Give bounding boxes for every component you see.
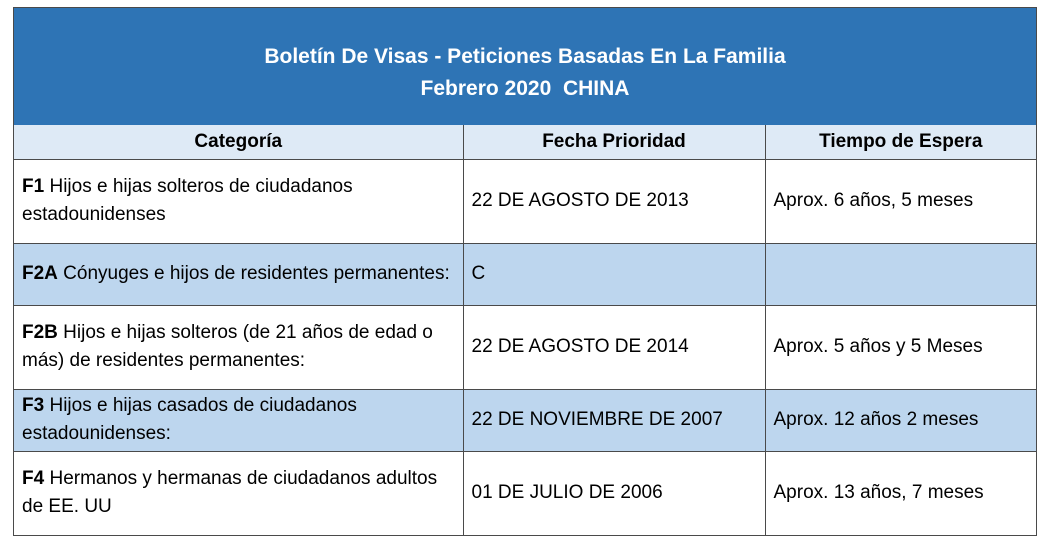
- table-row: [14, 305, 1036, 389]
- category-cell: [14, 389, 463, 451]
- category-grid: [14, 125, 1036, 535]
- category-cell: [14, 451, 463, 535]
- priority-date-cell: 22 DE NOVIEMBRE DE 2007: [463, 389, 765, 451]
- header-row: [14, 125, 1036, 159]
- visa-bulletin-table: [13, 7, 1037, 536]
- table-row: [14, 243, 1036, 305]
- category-code: F4: [22, 468, 45, 490]
- bulletin-subtitle: Febrero 2020 CHINA: [420, 77, 630, 100]
- category-code: F2A: [22, 263, 58, 284]
- column-header-wait-time: Tiempo de Espera: [765, 125, 1036, 159]
- column-header-category: Categoría: [14, 125, 463, 159]
- category-description: Cónyuges e hijos de residentes permanentes:: [57, 263, 450, 284]
- priority-date-cell: C: [463, 243, 765, 305]
- priority-date-cell: 01 DE JULIO DE 2006: [463, 451, 765, 535]
- wait-time-cell: Aprox. 6 años, 5 meses: [765, 159, 1036, 243]
- category-code: F2B: [22, 322, 58, 343]
- wait-time-cell: [765, 243, 1036, 305]
- category-description: Hermanos y hermanas de ciudadanos adultos de EE. UU: [22, 468, 438, 518]
- column-header-priority-date: Fecha Prioridad: [463, 125, 765, 159]
- priority-date-cell: 22 DE AGOSTO DE 2013: [463, 159, 765, 243]
- category-description: Hijos e hijas solteros (de 21 años de edad o más) de residentes permanentes:: [22, 322, 433, 371]
- category-code: F1: [22, 176, 45, 197]
- table-row: [14, 159, 1036, 243]
- table-row: [14, 451, 1036, 535]
- table-row: [14, 389, 1036, 451]
- category-description: Hijos e hijas solteros de ciudadanos estadounidenses: [22, 176, 353, 225]
- category-cell: [14, 305, 463, 389]
- bulletin-title: Boletín De Visas - Peticiones Basadas En La Familia: [264, 45, 786, 68]
- priority-date-cell: 22 DE AGOSTO DE 2014: [463, 305, 765, 389]
- category-cell: [14, 159, 463, 243]
- wait-time-cell: Aprox. 13 años, 7 meses: [765, 451, 1036, 535]
- wait-time-cell: Aprox. 5 años y 5 Meses: [765, 305, 1036, 389]
- wait-time-cell: Aprox. 12 años 2 meses: [765, 389, 1036, 451]
- category-description: Hijos e hijas casados de ciudadanos estadounidenses:: [22, 395, 357, 444]
- category-cell: [14, 243, 463, 305]
- bulletin-banner: [14, 8, 1036, 126]
- category-code: F3: [22, 395, 45, 416]
